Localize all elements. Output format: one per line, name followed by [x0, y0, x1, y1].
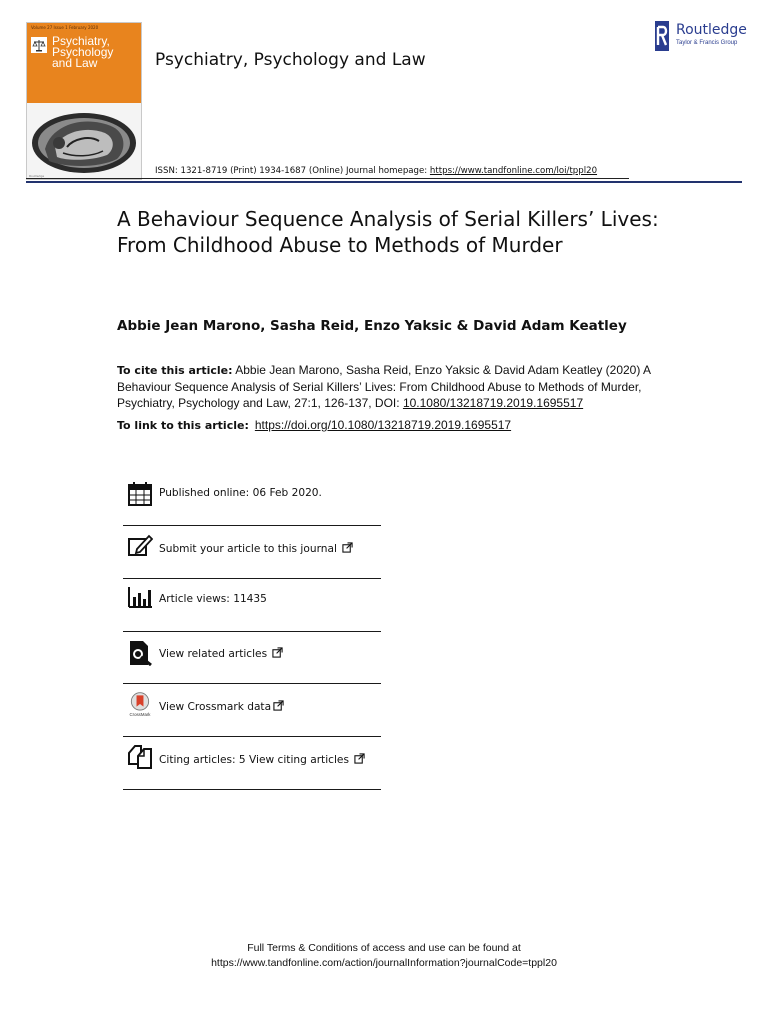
terms-footer	[0, 941, 768, 971]
crossmark-icon	[127, 691, 153, 717]
cover-publisher-mark: Routledge	[29, 174, 45, 178]
calendar-icon	[127, 481, 153, 507]
search-document-icon	[127, 640, 153, 666]
external-link-icon	[354, 753, 365, 764]
article-doi-link[interactable]: https://doi.org/10.1080/13218719.2019.1695517	[254, 418, 512, 432]
submit-article-item[interactable]	[123, 533, 381, 563]
journal-homepage-link[interactable]: https://www.tandfonline.com/loi/tppl20	[429, 166, 598, 176]
footer-line-1: Full Terms & Conditions of access and use can be found at	[247, 942, 521, 954]
publisher-group: Taylor & Francis Group	[676, 40, 738, 46]
publisher-logo[interactable]	[652, 21, 752, 51]
info-divider	[123, 525, 381, 526]
info-divider	[123, 683, 381, 684]
header-rule-thin	[26, 178, 629, 179]
crossmark-text: View Crossmark data	[159, 700, 284, 713]
cover-volume-line: Volume 27 Issue 1 February 2020	[31, 25, 99, 30]
journal-cover	[26, 22, 142, 180]
edit-icon	[127, 533, 153, 559]
external-link-icon	[342, 542, 353, 553]
article-authors: Abbie Jean Marono, Sasha Reid, Enzo Yaksic & David Adam Keatley	[117, 318, 627, 334]
routledge-r-icon	[652, 21, 672, 51]
citation-block	[117, 362, 657, 411]
published-online-text: Published online: 06 Feb 2020.	[159, 487, 322, 499]
bar-chart-icon	[127, 585, 153, 611]
cite-doi-link[interactable]: 10.1080/13218719.2019.1695517	[402, 396, 584, 410]
header-rule-thick	[26, 181, 742, 183]
citing-articles-icon	[127, 744, 153, 770]
external-link-icon	[272, 647, 283, 658]
citing-articles-text: Citing articles: 5 View citing articles	[159, 753, 365, 766]
journal-title: Psychiatry, Psychology and Law	[155, 50, 426, 70]
related-articles-text: View related articles	[159, 647, 283, 660]
article-link-line	[117, 418, 511, 432]
issn-line	[155, 166, 597, 176]
issn-text: ISSN: 1321-8719 (Print) 1934-1687 (Online) Journal homepage:	[155, 166, 430, 176]
info-divider	[123, 736, 381, 737]
svg-text:CrossMark: CrossMark	[129, 712, 151, 717]
info-divider	[123, 631, 381, 632]
cite-label: To cite this article:	[117, 364, 233, 377]
cover-illustration	[27, 103, 141, 179]
link-label: To link to this article:	[117, 419, 249, 432]
cite-text: Abbie Jean Marono, Sasha Reid, Enzo Yaksic & David Adam Keatley (2020) A Behaviour Sequence Analysis of Serial Killers’ Lives: From Childhood Abuse to Methods of Murder, Psychiatry, Psychology and Law, 27:1, 126-137, DOI:	[117, 363, 651, 410]
publisher-name: Routledge	[676, 22, 747, 38]
article-views-text: Article views: 11435	[159, 593, 267, 605]
footer-terms-url[interactable]: https://www.tandfonline.com/action/journalInformation?journalCode=tppl20	[211, 957, 557, 969]
published-online-item	[123, 479, 381, 509]
article-views-item	[123, 585, 381, 615]
external-link-icon	[273, 700, 284, 711]
cover-title: Psychiatry, Psychology and Law	[52, 34, 114, 70]
crossmark-item[interactable]	[123, 691, 381, 721]
related-articles-item[interactable]	[123, 639, 381, 669]
article-title: A Behaviour Sequence Analysis of Serial Killers’ Lives: From Childhood Abuse to Methods of Murder	[117, 207, 659, 257]
info-divider	[123, 789, 381, 790]
scales-of-justice-icon	[31, 37, 47, 53]
citing-articles-item[interactable]	[123, 744, 381, 774]
info-divider	[123, 578, 381, 579]
submit-article-text: Submit your article to this journal	[159, 542, 353, 555]
